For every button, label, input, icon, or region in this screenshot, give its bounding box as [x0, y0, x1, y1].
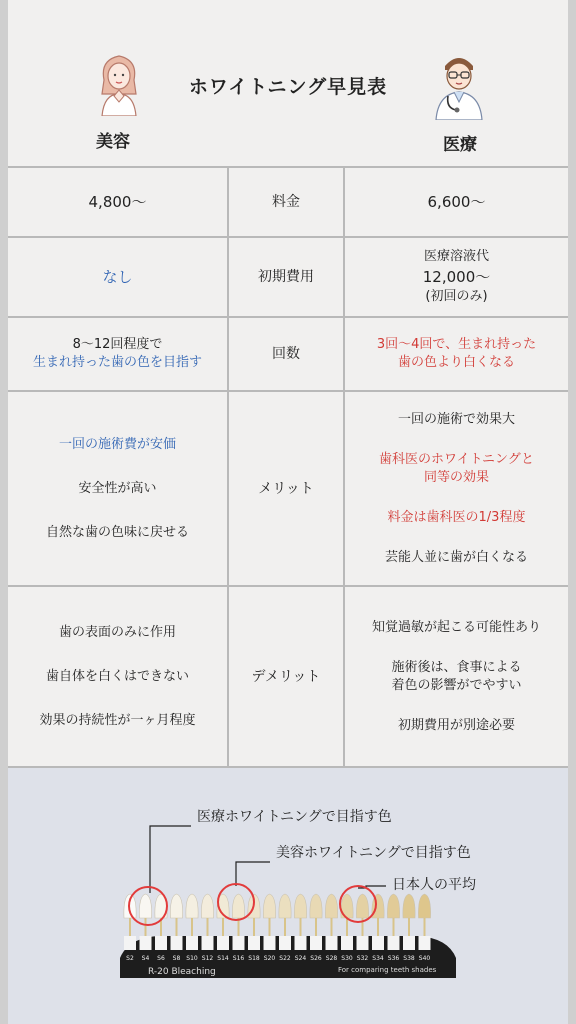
shade-stem: [129, 918, 131, 936]
row-label-merits: メリット: [258, 480, 314, 497]
shade-tab-label: S18: [248, 955, 260, 962]
shade-tab-label: S8: [172, 955, 181, 962]
brand-text: R-20 Bleaching: [148, 967, 216, 977]
shade-tab: [202, 936, 214, 950]
shade-stem: [300, 918, 302, 936]
shade-tab-label: S38: [403, 955, 415, 962]
shade-tab: [295, 936, 307, 950]
shade-tab-label: S2: [126, 955, 134, 962]
annotation-japanese-average: 日本人の平均: [392, 877, 476, 893]
shade-tooth: [186, 894, 198, 918]
medical-demerits: 知覚過敏が起こる可能性あり 施術後は、食事による 着色の影響がでやすい 初期費用が別途必要: [371, 619, 541, 733]
shade-tab-label: S26: [310, 955, 322, 962]
shade-stem: [315, 918, 317, 936]
shade-tab: [264, 936, 276, 950]
shade-tooth: [403, 894, 415, 918]
medical-merits: 一回の施術で効果大 歯科医のホワイトニングと 同等の効果 料金は歯科医の1/3程度 芸能人並に歯が白くなる: [378, 411, 535, 565]
page-title: ホワイトニング早見表: [188, 76, 388, 98]
shade-tab: [124, 936, 136, 950]
shade-tab: [140, 936, 152, 950]
medical-initial-cost: 医療溶液代 12,000〜 (初回のみ): [422, 249, 491, 304]
shade-stem: [191, 918, 193, 936]
shade-stem: [331, 918, 333, 936]
shade-stem: [207, 918, 209, 936]
annotation-medical-target: 医療ホワイトニングで目指す色: [197, 809, 392, 825]
beauty-label: 美容: [96, 132, 130, 152]
shade-tooth: [170, 894, 182, 918]
shade-stem: [393, 918, 395, 936]
shade-stem: [176, 918, 178, 936]
row-label-count: 回数: [272, 346, 300, 362]
shade-tab: [341, 936, 353, 950]
shade-tab: [186, 936, 198, 950]
medical-label: 医療: [443, 135, 477, 155]
beauty-merits: 一回の施術費が安価 安全性が高い 自然な歯の色味に戻せる: [45, 436, 189, 540]
shade-stem: [253, 918, 255, 936]
beauty-demerits: 歯の表面のみに作用 歯自体を白くはできない 効果の持続性が一ヶ月程度: [39, 624, 196, 728]
note-text: For comparing teeth shades: [338, 966, 437, 974]
shade-tab: [372, 936, 384, 950]
shade-tooth: [310, 894, 322, 918]
shade-tab-label: S30: [341, 955, 353, 962]
shade-stem: [269, 918, 271, 936]
table-row-initial-cost: [8, 238, 568, 316]
table-row-price: [8, 168, 568, 236]
shade-tooth: [387, 894, 399, 918]
doctor-avatar-icon: [430, 48, 488, 120]
shade-tab-label: S34: [372, 955, 384, 962]
shade-tooth: [418, 894, 430, 918]
medical-count: 3回〜4回で、生まれ持った 歯の色より白くなる: [376, 337, 537, 370]
shade-tab-label: S36: [387, 955, 400, 962]
shade-stem: [408, 918, 410, 936]
shade-stem: [145, 918, 147, 936]
shade-tab: [357, 936, 369, 950]
shade-tab: [419, 936, 431, 950]
shade-tab: [403, 936, 415, 950]
shade-tab: [171, 936, 183, 950]
shade-tab-label: S14: [217, 955, 229, 962]
annotation-beauty-target: 美容ホワイトニングで目指す色: [276, 845, 471, 861]
shade-stem: [284, 918, 286, 936]
shade-stem: [424, 918, 426, 936]
header: [8, 0, 568, 166]
shade-tab-label: S32: [356, 955, 369, 962]
shade-stem: [346, 918, 348, 936]
beauty-count: 8〜12回程度で 生まれ持った歯の色を目指す: [32, 337, 202, 370]
shade-tab-label: S22: [279, 955, 291, 962]
beauty-price: 4,800〜: [88, 193, 147, 211]
shade-tooth: [356, 894, 368, 918]
shade-tab-label: S4: [141, 955, 150, 962]
shade-tab: [388, 936, 400, 950]
row-label-demerits: デメリット: [251, 668, 321, 685]
shade-tab-label: S16: [232, 955, 245, 962]
shade-stem: [222, 918, 224, 936]
row-label-price: 料金: [272, 194, 300, 210]
table-row-count: [8, 318, 568, 390]
shade-tab: [326, 936, 338, 950]
table-row-demerits: [8, 587, 568, 766]
shade-tab: [248, 936, 260, 950]
shade-tab: [217, 936, 229, 950]
shade-tab-label: S24: [294, 955, 307, 962]
shade-tooth: [139, 894, 151, 918]
shade-tab: [155, 936, 167, 950]
shade-tab-label: S40: [418, 955, 431, 962]
shade-stem: [377, 918, 379, 936]
shade-guide-panel: [8, 768, 568, 1024]
shade-tab-label: S12: [201, 955, 214, 962]
medical-price: 6,600〜: [427, 193, 486, 211]
shade-tab-label: S10: [186, 955, 198, 962]
shade-tab-label: S20: [263, 955, 276, 962]
shade-tooth: [232, 894, 244, 918]
shade-tab-label: S28: [325, 955, 338, 962]
shade-tab-label: S6: [157, 955, 165, 962]
shade-tooth: [325, 894, 337, 918]
table-row-merits: [8, 392, 568, 585]
shade-tab: [279, 936, 291, 950]
shade-tooth: [201, 894, 213, 918]
shade-tooth: [279, 894, 291, 918]
row-label-initial-cost: 初期費用: [258, 269, 314, 285]
shade-tab: [233, 936, 245, 950]
teeth-group: [124, 894, 431, 936]
shade-tab: [310, 936, 322, 950]
beauty-initial-cost: なし: [102, 268, 133, 286]
shade-tooth: [294, 894, 306, 918]
shade-tooth: [263, 894, 275, 918]
